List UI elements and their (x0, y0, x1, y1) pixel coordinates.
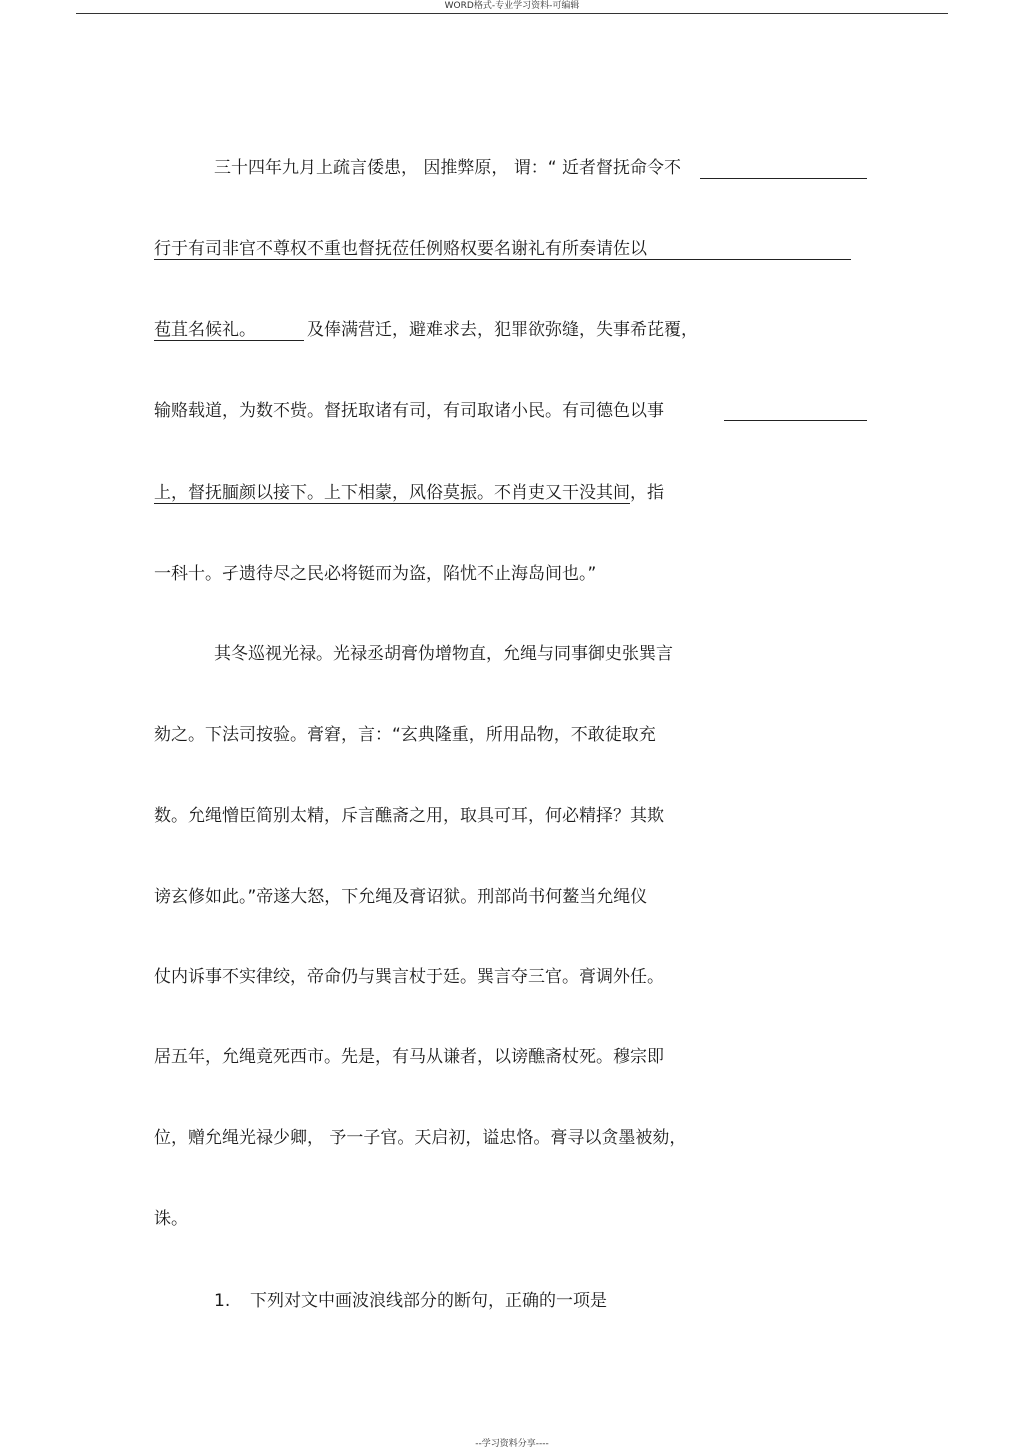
text-line-8: 劾之。下法司按验。膏窘，言：“玄典隆重，所用品物，不敢徒取充 (154, 725, 656, 745)
text-line-9: 数。允绳憎臣简别太精，斥言醮斋之用，取具可耳，何必精择？其欺 (154, 806, 664, 826)
underlined-text: 苞苴名候礼。 (154, 320, 304, 341)
text-line-4: 输赂载道，为数不赀。督抚取诸有司，有司取诸小民。有司德色以事 (154, 401, 664, 421)
answer-blank (724, 420, 867, 421)
text-line-6: 一科十。孑遗待尽之民必将铤而为盗，陷忧不止海岛间也。” (154, 564, 597, 584)
text-line-1: 三十四年九月上疏言倭患， 因推弊原， 谓：“ 近者督抚命令不 (214, 158, 682, 178)
question-text: 下列对文中画波浪线部分的断句，正确的一项是 (250, 1291, 607, 1311)
text-line-14: 诛。 (154, 1209, 188, 1229)
question-number: 1. (214, 1291, 231, 1311)
answer-blank (700, 178, 867, 179)
text-line-3a (154, 319, 304, 341)
text-line-7: 其冬巡视光禄。光禄丞胡膏伪增物直，允绳与同事御史张巽言 (214, 644, 673, 664)
text-line-12: 居五年，允绳竟死西市。先是，有马从谦者，以谤醮斋杖死。穆宗即 (154, 1047, 664, 1067)
text-line-13: 位，赠允绳光禄少卿， 予一子官。天启初，谥忠恪。膏寻以贪墨被劾， (154, 1128, 687, 1148)
answer-blank (646, 259, 851, 260)
text-line-10: 谤玄修如此。”帝遂大怒，下允绳及膏诏狱。刑部尚书何鳌当允绳仪 (154, 887, 648, 907)
page-footer: --学习资料分享---- (475, 1439, 549, 1449)
text-line-2 (154, 238, 647, 260)
question-1 (214, 1290, 607, 1312)
text-line-3b: 及俸满营迁，避难求去，犯罪欲弥缝，失事希芘覆， (307, 320, 698, 340)
text-line-11: 仗内诉事不实律绞，帝命仍与巽言杖于廷。巽言夺三官。膏调外任。 (154, 967, 664, 987)
underlined-text: 行于有司非官不尊权不重也督抚莅任例赂权要名谢礼有所奏请佐以 (154, 239, 647, 259)
underlined-text: 上，督抚腼颜以接下。上下相蒙，风俗莫振。不肖吏又干没其间 (154, 483, 630, 503)
text-tail: ，指 (630, 483, 664, 503)
text-line-5 (154, 482, 664, 504)
page-header: WORD格式-专业学习资料-可编辑 (76, 0, 948, 14)
